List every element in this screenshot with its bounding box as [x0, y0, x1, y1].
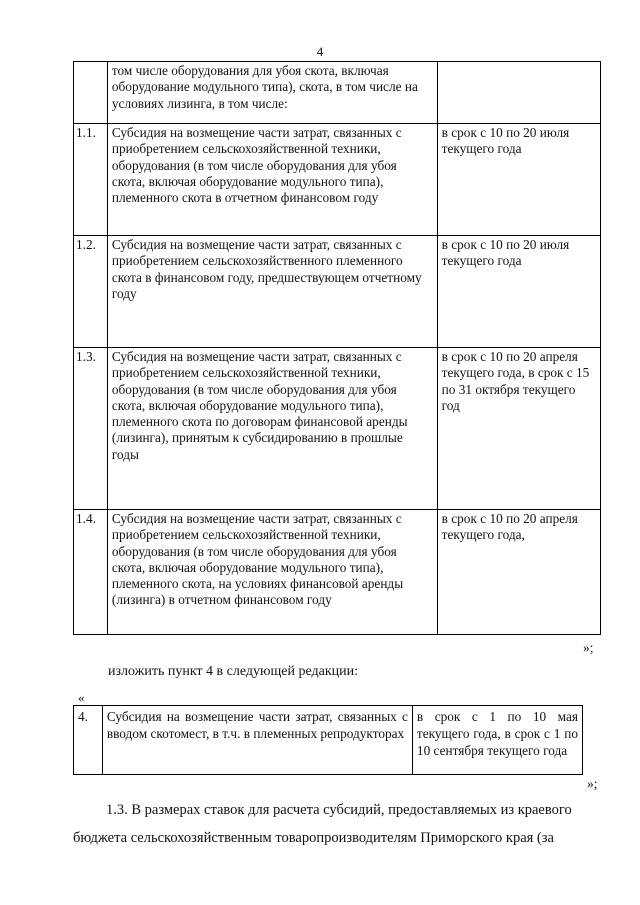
table-row — [74, 62, 601, 124]
row-term: в срок с 10 по 20 апреля текущего года, — [437, 510, 600, 635]
table-row — [74, 124, 601, 236]
table-row — [74, 510, 601, 635]
row-description: том числе оборудования для убоя скота, включая оборудование модульного типа), скота, в том числе на условиях лизинга, в том числе: — [107, 62, 437, 124]
row-description: Субсидия на возмещение части затрат, связанных с вводом скотомест, в т.ч. в племенных репродукторах — [102, 706, 412, 775]
row-number: 1.3. — [74, 348, 108, 510]
row-number: 1.4. — [74, 510, 108, 635]
page-number: 4 — [316, 44, 324, 59]
amendment-table — [73, 705, 583, 775]
row-number: 1.2. — [74, 236, 108, 348]
row-description: Субсидия на возмещение части затрат, связанных с приобретением сельскохозяйственной техники, оборудования (в том числе оборудования для убоя скота, включая оборудование модульного типа), племенного скота, на условиях финансовой аренды (лизинга) в отчетном финансовом году — [107, 510, 437, 635]
amendment-intro: изложить пункт 4 в следующей редакции: — [108, 664, 358, 679]
row-description: Субсидия на возмещение части затрат, связанных с приобретением сельскохозяйственного племенного скота в финансовом году, предшествующем отчетному году — [107, 236, 437, 348]
row-number: 4. — [74, 706, 103, 775]
row-number: 1.1. — [74, 124, 108, 236]
closing-quote: »; — [583, 640, 594, 655]
table-row — [74, 236, 601, 348]
row-term: в срок с 10 по 20 июля текущего года — [437, 124, 600, 236]
row-term: в срок с 10 по 20 апреля текущего года, в срок с 15 по 31 октября текущего год — [437, 348, 600, 510]
opening-quote: « — [78, 690, 85, 705]
table-row — [74, 348, 601, 510]
table-row — [74, 706, 583, 775]
paragraph-1-3: 1.3. В размерах ставок для расчета субсидий, предоставляемых из краевого бюджета сельскохозяйственным товаропроизводителям Приморского края (за — [73, 802, 572, 846]
row-number — [74, 62, 108, 124]
closing-quote-2: »; — [587, 776, 598, 791]
subsidy-table — [73, 61, 601, 635]
row-term: в срок с 1 по 10 мая текущего года, в срок с 1 по 10 сентября текущего года — [412, 706, 582, 775]
row-term: в срок с 10 по 20 июля текущего года — [437, 236, 600, 348]
row-description: Субсидия на возмещение части затрат, связанных с приобретением сельскохозяйственной техники, оборудования (в том числе оборудования для убоя скота, включая оборудование модульного типа), племенного скота в отчетном финансовом году — [107, 124, 437, 236]
row-term — [437, 62, 600, 124]
row-description: Субсидия на возмещение части затрат, связанных с приобретением сельскохозяйственной техники, оборудования (в том числе оборудования для убоя скота, включая оборудование модульного типа), племенного скота по договорам финансовой аренды (лизинга), принятым к субсидированию в прошлые годы — [107, 348, 437, 510]
